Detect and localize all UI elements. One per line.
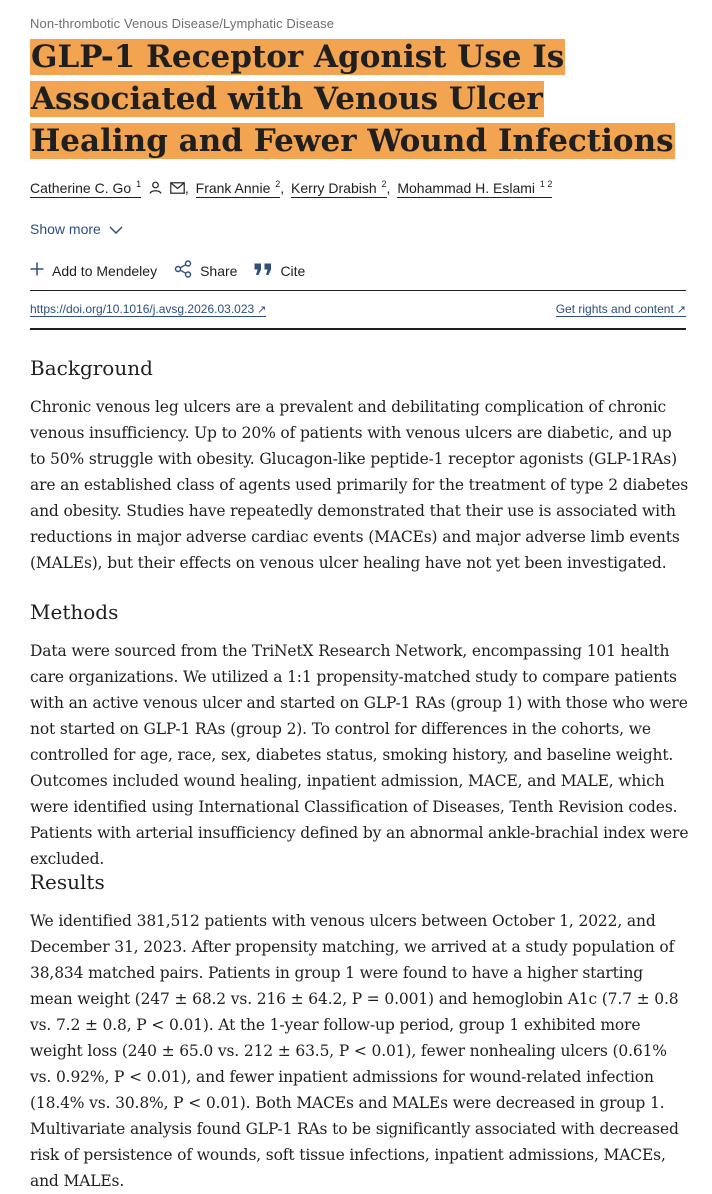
rights-link[interactable]: [556, 302, 686, 317]
external-link-icon: ↗: [257, 304, 267, 316]
plus-icon: [30, 262, 44, 279]
author-link[interactable]: [30, 180, 141, 198]
cite-label: Cite: [280, 262, 306, 279]
section-text: Data were sourced from the TriNetX Research Network, encompassing 101 health care organizations. We utilized a 1:1 propensity-matched study to compare patients with an active venous ulcer and started on GLP-1 RAs (group 1) with those who were not started on GLP-1 RAs (group 2). To control for differences in the cohorts, we controlled for age, race, sex, diabetes status, smoking history, and baseline weight. Outcomes included wound healing, inpatient admission, MACE, and MALE, which were identified using International Classification of Diseases, Tenth Revision codes. Patients with arterial insufficiency defined by an abnormal ankle-brachial index were excluded.: [30, 642, 689, 868]
share-icon: [174, 260, 192, 281]
section-heading: Results: [30, 870, 105, 894]
author-affiliation: 2: [275, 179, 281, 189]
quote-icon: [254, 263, 272, 279]
top-divider: [30, 290, 686, 291]
author-link[interactable]: [291, 180, 387, 198]
author-name: Mohammad H. Eslami: [397, 180, 536, 196]
article-toolbar: [30, 260, 322, 281]
author-affiliation: 2: [381, 179, 387, 189]
section-heading: Methods: [30, 600, 119, 624]
share-label: Share: [200, 262, 238, 279]
doi-text: https://doi.org/10.1016/j.avsg.2026.03.023: [30, 302, 255, 316]
author-list: Catherine C. Go $^1$ , Frank Annie $^2$, Kerry Drabish $^2$, Mohammad H. Eslami $^{1 2}$: [30, 179, 553, 196]
article-title: [30, 36, 686, 162]
author-affiliation: 1: [136, 179, 142, 189]
author-link[interactable]: [196, 180, 281, 198]
background-section: [30, 355, 690, 576]
author-affiliation: 1 2: [539, 179, 553, 189]
author-name: Catherine C. Go: [30, 180, 132, 196]
rights-text: Get rights and content: [555, 302, 674, 316]
add-to-mendeley-label: Add to Mendeley: [52, 262, 158, 279]
methods-section: [30, 599, 690, 872]
section-heading: Background: [30, 356, 153, 380]
author-link[interactable]: [397, 180, 552, 198]
external-link-icon: ↗: [676, 304, 686, 316]
bottom-divider: [30, 328, 686, 330]
author-name: Frank Annie: [195, 180, 271, 196]
doi-link[interactable]: [30, 302, 266, 317]
add-to-mendeley-button[interactable]: [30, 262, 157, 279]
show-more-button[interactable]: [30, 221, 123, 237]
section-text: Chronic venous leg ulcers are a prevalent and debilitating complication of chronic venous insufficiency. Up to 20% of patients with venous ulcers are diabetic, and up to 50% struggle with obesity. Glucagon-like peptide-1 receptor agonists (GLP-1RAs) are an established class of agents used primarily for the treatment of type 2 diabetes and obesity. Studies have repeatedly demonstrated that their use is associated with reductions in major adverse cardiac events (MACEs) and major adverse limb events (MALEs), but their effects on venous ulcer healing have not yet been investigated.: [30, 398, 689, 572]
article-title-highlight: GLP-1 Receptor Agonist Use Is Associated with Venous Ulcer Healing and Fewer Wound Infections: [31, 39, 674, 159]
cite-button[interactable]: [254, 263, 305, 279]
results-section: [30, 869, 690, 1194]
share-button[interactable]: [174, 260, 237, 281]
section-text: We identified 381,512 patients with venous ulcers between October 1, 2022, and December 31, 2023. After propensity matching, we arrived at a study population of 38,834 matched pairs. Patients in group 1 were found to have a higher starting mean weight (247 ± 68.2 vs. 216 ± 64.2, P = 0.001) and hemoglobin A1c (7.7 ± 0.8 vs. 7.2 ± 0.8, P < 0.01). At the 1-year follow-up period, group 1 exhibited more weight loss (240 ± 65.0 vs. 212 ± 63.5, P < 0.01), fewer nonhealing ulcers (0.61% vs. 0.92%, P < 0.01), and fewer inpatient admissions for wound-related infection (18.4% vs. 30.8%, P < 0.01). Both MACEs and MALEs were decreased in group 1. Multivariate analysis found GLP-1 RAs to be significantly associated with decreased risk of persistence of wounds, soft tissue infections, inpatient admissions, MACEs, and MALEs.: [30, 912, 679, 1190]
author-name: Kerry Drabish: [291, 180, 377, 196]
person-icon[interactable]: [149, 181, 162, 197]
show-more-label: Show more: [30, 221, 101, 237]
chevron-down-icon: [109, 221, 123, 237]
email-icon[interactable]: [170, 181, 185, 197]
article-category: Non-thrombotic Venous Disease/Lymphatic Disease: [30, 16, 335, 31]
